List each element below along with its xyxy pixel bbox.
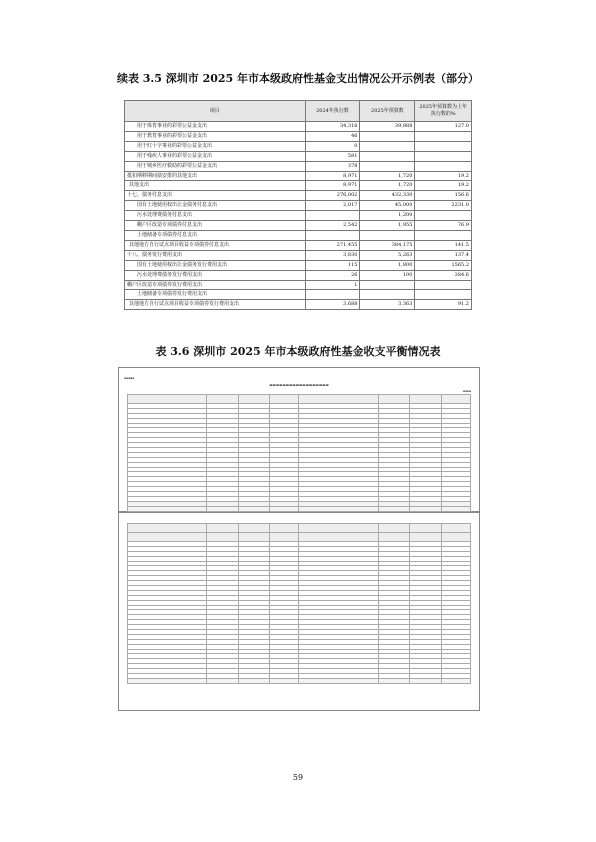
scan-grid-row [128, 533, 471, 542]
cell-2025: 1,800 [360, 260, 415, 270]
table-3-5 [124, 100, 472, 310]
cell-2024: 3,688 [305, 300, 360, 310]
cell-item: 十八、债务发行费用支出 [125, 250, 306, 260]
table-row [125, 211, 472, 221]
col-header-2025: 2025年预算数 [360, 101, 415, 122]
cell-2025: 1,720 [360, 181, 415, 191]
cell-item: 用于残疾人事业的彩票公益金支出 [125, 151, 306, 161]
cell-2025 [360, 230, 415, 240]
cell-item: 其他地方自行试点项目收益专项债券付息支出 [125, 240, 306, 250]
cell-ratio: 19.2 [415, 171, 472, 181]
cell-item: 用于体育事业的彩票公益金支出 [125, 122, 306, 132]
cell-2024: 34,318 [305, 122, 360, 132]
scan-grid-cell [270, 533, 299, 542]
cell-item: 用于教育事业的彩票公益金支出 [125, 131, 306, 141]
col-header-2024: 2024年执行数 [305, 101, 360, 122]
cell-2024 [305, 211, 360, 221]
scan-grid-cell [441, 524, 470, 533]
cell-2024: 276,002 [305, 191, 360, 201]
table-row [125, 221, 472, 231]
cell-2024: 378 [305, 161, 360, 171]
table-row [125, 191, 472, 201]
table-row [125, 151, 472, 161]
cell-2025: 432,330 [360, 191, 415, 201]
scan-grid-cell [299, 533, 378, 542]
scan-grid-cell [238, 533, 269, 542]
scan-corner-mark: ▪▪▪▪▪ [124, 376, 135, 380]
scan-grid-cell [207, 678, 238, 683]
cell-ratio [415, 290, 472, 300]
cell-ratio [415, 151, 472, 161]
cell-2025 [360, 141, 415, 151]
cell-item: 国有土地使用权出让金债务发行费用支出 [125, 260, 306, 270]
cell-ratio: 19.2 [415, 181, 472, 191]
cell-2025 [360, 161, 415, 171]
table-row [125, 290, 472, 300]
table-row [125, 181, 472, 191]
balance-table-scan-income-expense [118, 367, 480, 512]
page-number: 59 [292, 773, 304, 782]
cell-2024 [305, 230, 360, 240]
cell-2025 [360, 280, 415, 290]
cell-item: 其他支出 [125, 181, 306, 191]
table-row [125, 171, 472, 181]
cell-item: 国有土地使用权出让金债务付息支出 [125, 201, 306, 211]
scan-grid-cell [207, 524, 238, 533]
cell-2025 [360, 290, 415, 300]
cell-2024: 271,455 [305, 240, 360, 250]
cell-ratio [415, 280, 472, 290]
scan-grid-cell [270, 395, 299, 404]
cell-ratio [415, 141, 472, 151]
cell-item: 其他地方自行试点项目收益专项债券发行费用支出 [125, 300, 306, 310]
table-row [125, 260, 472, 270]
scan-grid-cell [207, 395, 238, 404]
scan-grid-row [128, 395, 471, 404]
scan-grid-cell [410, 524, 441, 533]
col-header-ratio: 2025年预算数为上年执行数的% [415, 101, 472, 122]
cell-item: 污水处理费债务发行费用支出 [125, 270, 306, 280]
cell-2024: 2,017 [305, 201, 360, 211]
cell-item: 十七、债务付息支出 [125, 191, 306, 201]
cell-ratio [415, 211, 472, 221]
cell-ratio: 141.5 [415, 240, 472, 250]
table-row [125, 240, 472, 250]
table-header-row [125, 101, 472, 122]
cell-2025: 39,888 [360, 122, 415, 132]
cell-item: 用于城乡医疗救助的彩票公益金支出 [125, 161, 306, 171]
cell-ratio: 1565.2 [415, 260, 472, 270]
cell-item: 土地储备专项债券发行费用支出 [125, 290, 306, 300]
cell-ratio: 137.4 [415, 250, 472, 260]
cell-2024: 8,971 [305, 171, 360, 181]
table-row [125, 280, 472, 290]
cell-item: 土地储备专项债券付息支出 [125, 230, 306, 240]
scan-grid-cell [238, 395, 269, 404]
cell-item: 用于红十字事业的彩票公益金支出 [125, 141, 306, 151]
cell-ratio: 384.6 [415, 270, 472, 280]
cell-ratio [415, 230, 472, 240]
scan-grid-cell [378, 395, 409, 404]
scan-grid-cell [410, 678, 441, 683]
cell-2025: 1,955 [360, 221, 415, 231]
scan-grid-cell [207, 533, 238, 542]
table-row [125, 161, 472, 171]
scan-grid-cell [238, 678, 269, 683]
scan-grid-cell [128, 395, 207, 404]
col-header-item: 项目 [125, 101, 306, 122]
scan-grid-row [128, 524, 471, 533]
cell-ratio: 76.9 [415, 221, 472, 231]
scan-grid-cell [128, 678, 207, 683]
cell-ratio: 2231.0 [415, 201, 472, 211]
table-row [125, 201, 472, 211]
cell-2025 [360, 151, 415, 161]
table-row [125, 230, 472, 240]
cell-2025 [360, 131, 415, 141]
cell-item: 抵扣期移期间债安排的其他支出 [125, 171, 306, 181]
table-3-6-title: 表 3.6 深圳市 2025 年市本级政府性基金收支平衡情况表 [155, 345, 441, 358]
scan-grid-cell [378, 524, 409, 533]
cell-2024: 2,542 [305, 221, 360, 231]
scan-grid-cell [441, 395, 470, 404]
cell-2025: 384,175 [360, 240, 415, 250]
table-3-5-title: 续表 3.5 深圳市 2025 年市本级政府性基金支出情况公开示例表（部分） [116, 72, 480, 85]
cell-2024: 8,971 [305, 181, 360, 191]
scan-grid-cell [410, 395, 441, 404]
cell-ratio [415, 131, 472, 141]
scan-grid-cell [128, 533, 207, 542]
scan-grid-cell [128, 524, 207, 533]
cell-item: 棚户区改造专项债券发行费用支出 [125, 280, 306, 290]
table-row [125, 300, 472, 310]
cell-2024: 3,830 [305, 250, 360, 260]
scan-grid-cell [299, 524, 378, 533]
cell-2025: 5,263 [360, 250, 415, 260]
cell-2025: 1,720 [360, 171, 415, 181]
scan-grid-cell [410, 533, 441, 542]
cell-2024: 581 [305, 151, 360, 161]
scan-grid-1 [127, 394, 471, 526]
scan-grid-cell [299, 678, 378, 683]
cell-item: 棚户区改造专项债券付息支出 [125, 221, 306, 231]
cell-2025: 100 [360, 270, 415, 280]
scan-grid-cell [378, 533, 409, 542]
cell-2025: 3,363 [360, 300, 415, 310]
cell-ratio: 127.0 [415, 122, 472, 132]
balance-table-scan-totals [118, 512, 480, 711]
cell-ratio: 156.6 [415, 191, 472, 201]
cell-ratio [415, 161, 472, 171]
table-row [125, 250, 472, 260]
scan-grid-2 [127, 523, 471, 684]
cell-item: 污水处理费债务付息支出 [125, 211, 306, 221]
cell-2024: 26 [305, 270, 360, 280]
cell-2024: 1 [305, 280, 360, 290]
scan-grid-row [128, 678, 471, 683]
cell-ratio: 91.2 [415, 300, 472, 310]
scan-grid-cell [238, 524, 269, 533]
scan-grid-cell [270, 678, 299, 683]
scan-grid-cell [270, 524, 299, 533]
scan-grid-cell [441, 533, 470, 542]
cell-2024 [305, 290, 360, 300]
cell-2024: 0 [305, 141, 360, 151]
cell-2025: 45,000 [360, 201, 415, 211]
table-row [125, 270, 472, 280]
scan-grid-cell [378, 678, 409, 683]
scan-grid-cell [441, 678, 470, 683]
cell-2025: 1,200 [360, 211, 415, 221]
scan-unit-mark: ▪▪▪▪ [462, 389, 471, 393]
cell-2024: 115 [305, 260, 360, 270]
table-row [125, 141, 472, 151]
scan-grid-cell [299, 395, 378, 404]
table-row [125, 131, 472, 141]
table-row [125, 122, 472, 132]
cell-2024: 46 [305, 131, 360, 141]
scan-inner-title: ▬▬▬▬▬▬▬▬▬▬▬▬▬▬▬▬▬▬ [269, 383, 329, 387]
